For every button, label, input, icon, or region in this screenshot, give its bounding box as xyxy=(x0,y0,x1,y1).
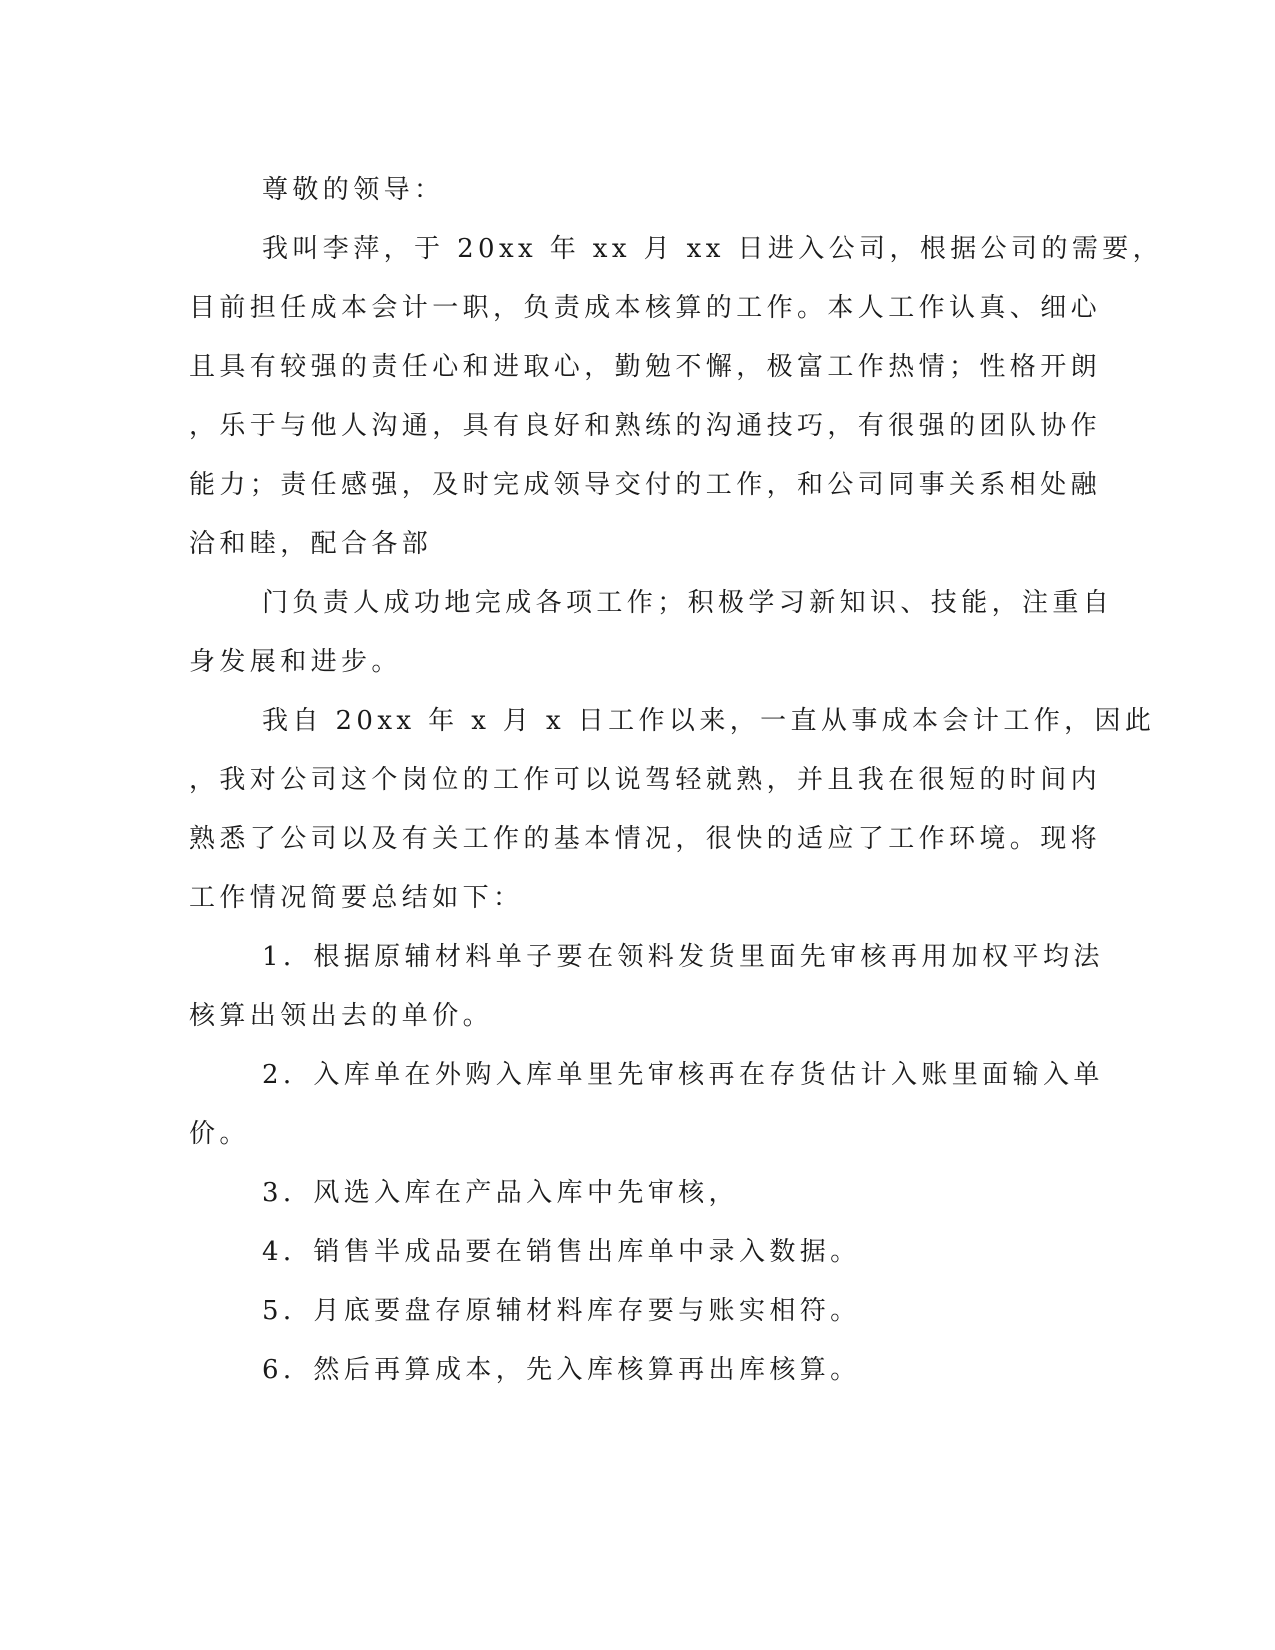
paragraph-line: 且具有较强的责任心和进取心，勤勉不懈，极富工作热情；性格开朗 xyxy=(189,352,1102,382)
paragraph-line: 能力；责任感强，及时完成领导交付的工作，和公司同事关系相处融 xyxy=(189,470,1102,500)
paragraph-line: ，乐于与他人沟通，具有良好和熟练的沟通技巧，有很强的团队协作 xyxy=(189,411,1102,441)
paragraph-line: 身发展和进步。 xyxy=(189,647,402,677)
list-item: 5．月底要盘存原辅材料库存要与账实相符。 xyxy=(262,1296,861,1326)
paragraph-line: 熟悉了公司以及有关工作的基本情况，很快的适应了工作环境。现将 xyxy=(189,824,1102,854)
list-item-continuation: 核算出领出去的单价。 xyxy=(189,1001,494,1031)
list-item-continuation: 价。 xyxy=(189,1119,250,1149)
paragraph-line: 我自 20xx 年 x 月 x 日工作以来，一直从事成本会计工作，因此 xyxy=(262,706,1156,736)
paragraph-line: 洽和睦，配合各部 xyxy=(189,529,433,559)
list-item: 1．根据原辅材料单子要在领料发货里面先审核再用加权平均法 xyxy=(262,942,1104,972)
list-item: 2．入库单在外购入库单里先审核再在存货估计入账里面输入单 xyxy=(262,1060,1104,1090)
paragraph-line: 工作情况简要总结如下： xyxy=(189,883,524,913)
paragraph-line: 目前担任成本会计一职，负责成本核算的工作。本人工作认真、细心 xyxy=(189,293,1102,323)
salutation: 尊敬的领导： xyxy=(262,175,445,205)
list-item: 3．风选入库在产品入库中先审核， xyxy=(262,1178,739,1208)
paragraph-line: 门负责人成功地完成各项工作；积极学习新知识、技能，注重自 xyxy=(262,588,1114,618)
paragraph-line: 我叫李萍，于 20xx 年 xx 月 xx 日进入公司，根据公司的需要， xyxy=(262,234,1164,264)
list-item: 4．销售半成品要在销售出库单中录入数据。 xyxy=(262,1237,861,1267)
list-item: 6．然后再算成本，先入库核算再出库核算。 xyxy=(262,1355,861,1385)
paragraph-line: ，我对公司这个岗位的工作可以说驾轻就熟，并且我在很短的时间内 xyxy=(189,765,1102,795)
